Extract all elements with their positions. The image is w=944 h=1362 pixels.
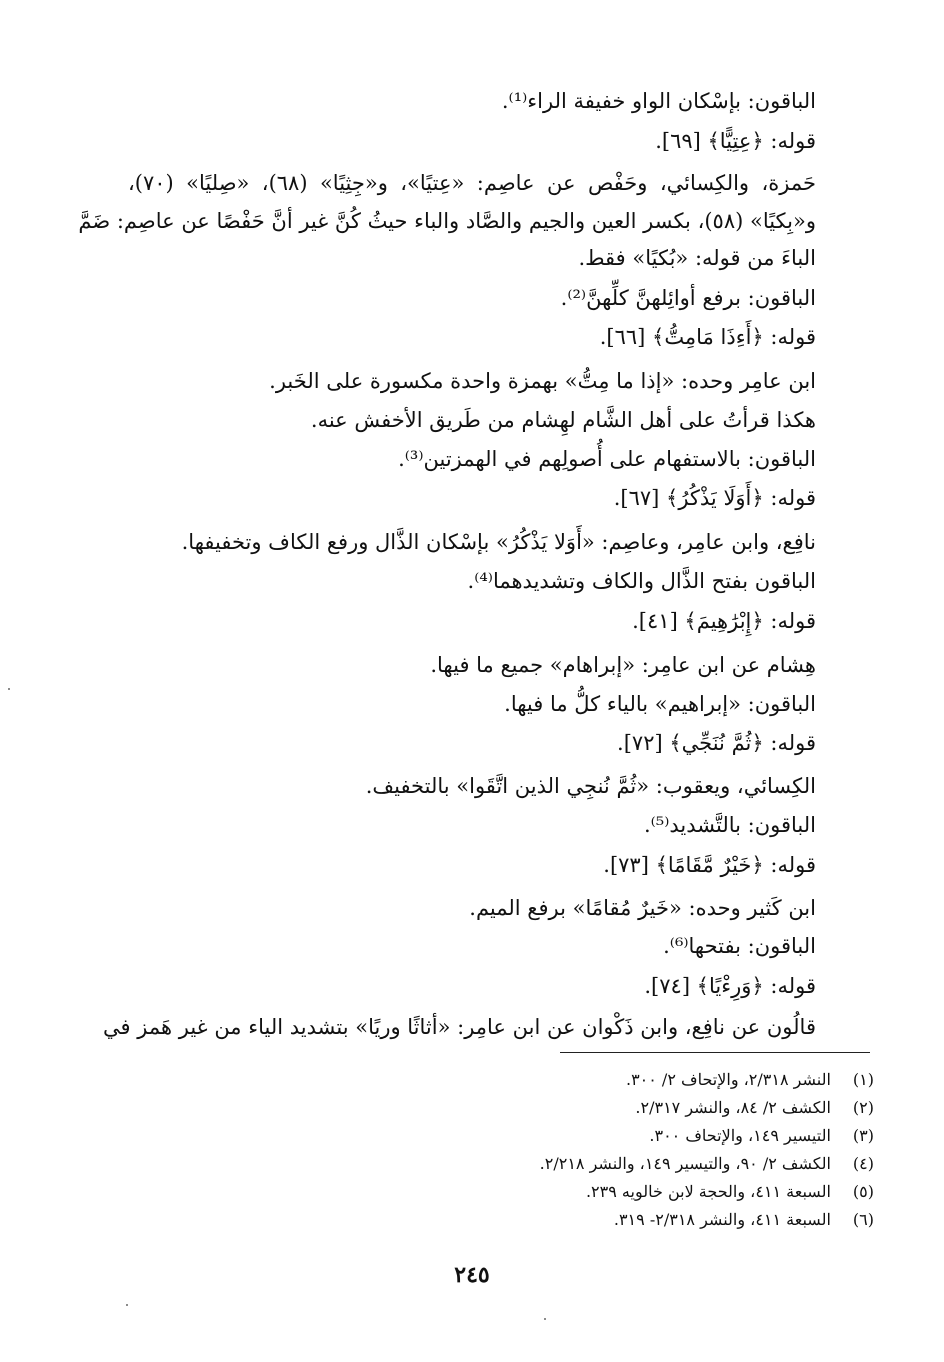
body-line-3: حَمزة، والكِسائي، وحَفْص عن عاصِم: «عِتيًا»، و«جِثِيًا» (٦٨)، «صِليًا» (٧٠)، (128, 171, 816, 195)
footnote-2 (635, 1096, 874, 1120)
footnote-5 (586, 1180, 874, 1204)
body-line-20: قوله: ﴿خَيْرٌ مَّقَامًا﴾ [٧٣]. (603, 853, 816, 877)
body-line-14: قوله: ﴿إِبْرَٰهِيمَ﴾ [٤١]. (632, 609, 816, 633)
body-line-2: قوله: ﴿عِتِيًّا﴾ [٦٩]. (655, 129, 816, 153)
footnote-4 (540, 1152, 874, 1176)
body-line-1: الباقون: بإسْكان الواو خفيفة الراء⁽¹⁾. (501, 89, 816, 113)
body-line-16: الباقون: «إبراهيم» بالياء كلُّ ما فيها. (504, 692, 816, 716)
footnote-number: (١) (852, 1070, 874, 1089)
footnote-text: السبعة ٤١١، والحجة لابن خالويه ٢٣٩. (585, 1182, 831, 1201)
body-line-15: هِشام عن ابن عامِر: «إبراهام» جميع ما فيها. (430, 653, 816, 677)
footnote-separator (560, 1052, 870, 1053)
body-line-22: الباقون: بفتحها⁽⁶⁾. (663, 934, 816, 958)
footnote-number: (٦) (852, 1210, 874, 1229)
body-line-21: ابن كَثير وحده: «خَيرٌ مُقامًا» برفع الميم. (469, 896, 816, 920)
footnote-text: الكشف ٢/ ٨٤، والنشر ٢/٣١٧. (635, 1098, 831, 1117)
body-line-9: هكذا قرأتُ على أهل الشَّام لهِشام من طَريق الأخفش عنه. (310, 408, 816, 432)
footnote-number: (٣) (852, 1126, 874, 1145)
body-line-11: قوله: ﴿أَوَلَا يَذْكُرُ﴾ [٦٧]. (613, 486, 816, 510)
footnote-number: (٤) (852, 1154, 874, 1173)
page-number: ٢٤٥ (454, 1262, 490, 1288)
footnote-3 (649, 1124, 874, 1148)
body-line-10: الباقون: بالاستفهام على أُصولِهم في الهمزتين⁽³⁾. (398, 447, 816, 471)
footnote-text: الكشف ٢/ ٩٠، والتيسير ١٤٩، والنشر ٢/٢١٨. (539, 1154, 831, 1173)
body-line-7: قوله: ﴿أَءِذَا مَامِتُّ﴾ [٦٦]. (599, 325, 816, 349)
footnote-text: النشر ٢/٣١٨، والإتحاف ٢/ ٣٠٠. (625, 1070, 831, 1089)
footnote-text: التيسير ١٤٩، والإتحاف ٣٠٠. (649, 1126, 831, 1145)
body-line-12: نافِع، وابن عامِر، وعاصِم: «أَوَلا يَذْكُرُ» بإسْكان الذَّال ورفع الكاف وتخفيفها. (181, 530, 816, 554)
body-line-5: الباءَ من قوله: «بُكيًا» فقط. (578, 246, 816, 270)
body-line-17: قوله: ﴿ثُمَّ نُنَجِّي﴾ [٧٢]. (617, 731, 816, 755)
footnote-6 (614, 1208, 874, 1232)
footnote-number: (٢) (852, 1098, 874, 1117)
scan-speck (8, 688, 10, 690)
scan-speck (544, 1318, 546, 1320)
body-line-23: قوله: ﴿وَرِءْيًا﴾ [٧٤]. (644, 974, 816, 998)
body-line-13: الباقون بفتح الذَّال والكاف وتشديدهما⁽⁴⁾. (467, 569, 816, 593)
footnote-1 (626, 1068, 874, 1092)
body-line-4: و«بِكيًا» (٥٨)، بكسر العين والجيم والصَّاد والباء حيثُ كُنَّ غير أنَّ حَفْصًا عن عاصِم: ضَمَّ (78, 209, 816, 233)
body-line-19: الباقون: بالتَّشديد⁽⁵⁾. (643, 813, 816, 837)
footnote-text: السبعة ٤١١، والنشر ٢/٣١٨- ٣١٩. (613, 1210, 831, 1229)
body-line-6: الباقون: برفع أوائِلهنَّ كلِّهنَّ⁽²⁾. (560, 286, 816, 310)
body-line-18: الكِسائي، ويعقوب: «ثُمَّ نُنجِي الذين اتَّقَوا» بالتخفيف. (365, 774, 816, 798)
body-line-8: ابن عامِر وحده: «إذا ما مِتُّ» بهمزة واحدة مكسورة على الخَبر. (269, 369, 816, 393)
scan-speck (126, 1304, 128, 1306)
footnote-number: (٥) (852, 1182, 874, 1201)
body-line-24: قالُون عن نافِع، وابن ذَكْوان عن ابن عامِر: «أثاثًا وريًا» بتشديد الياء من غير هَمز في (103, 1015, 816, 1039)
